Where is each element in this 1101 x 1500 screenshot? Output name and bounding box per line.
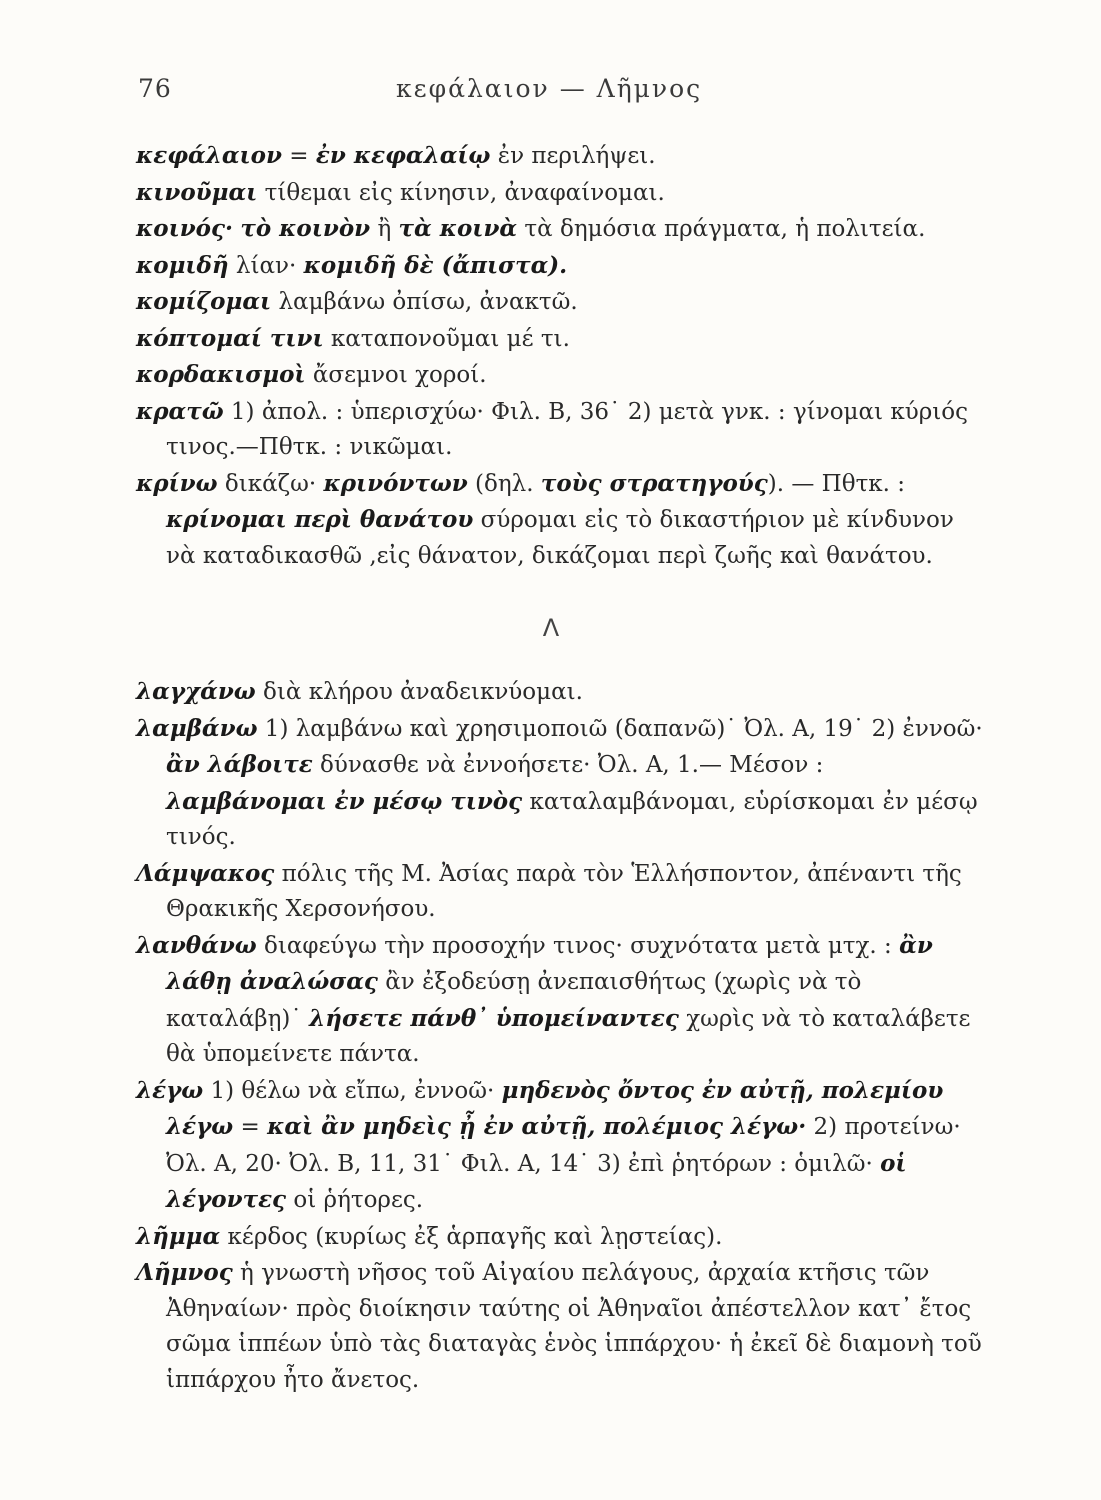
entry-headword: κομίζομαι <box>136 288 272 315</box>
entry-example: κρίνομαι περὶ θανάτου <box>166 506 474 533</box>
dictionary-entry <box>136 248 986 285</box>
entry-headword: κόπτομαί τινι <box>136 324 324 352</box>
entry-headword: λανθάνω <box>136 931 257 959</box>
running-title: κεφάλαιον — Λῆμνος <box>396 74 703 103</box>
entry-text: χωρὶς νὰ τὸ καταλάβετε θὰ ὑπομείνετε πάντα. <box>166 1005 971 1067</box>
section-letter: Λ <box>542 614 560 642</box>
entry-text: ἐν περιλήψει. <box>490 143 656 169</box>
entry-example: λαμβάνομαι ἐν μέσῳ τινὸς <box>166 787 523 815</box>
entry-headword: λαμβάνω <box>136 714 258 742</box>
dictionary-entry <box>136 466 986 575</box>
entry-text: λίαν· <box>228 252 304 279</box>
entry-text: οἱ ῥήτορες. <box>286 1187 424 1213</box>
dictionary-entry <box>136 674 986 711</box>
entries-kappa <box>136 138 986 574</box>
dictionary-entry <box>136 138 986 175</box>
entry-example: κρινόντων <box>323 469 468 497</box>
entry-headword: λαγχάνω <box>136 678 256 705</box>
entry-text: 1) θέλω νὰ εἴπω, ἐννοῶ· <box>203 1077 502 1104</box>
dictionary-entry <box>136 1255 986 1398</box>
entry-headword: κεφάλαιον <box>136 142 282 169</box>
entry-headword: λῆμμα <box>136 1222 221 1250</box>
dictionary-entry <box>136 321 986 358</box>
entry-example: λήσετε πάνθ᾽ ὑπομείναντες <box>309 1004 679 1032</box>
entry-example: ἂν λάθῃ ἀναλώσας <box>166 931 933 995</box>
entry-headword: κρίνω <box>136 469 218 497</box>
dictionary-entry <box>136 394 986 466</box>
dictionary-entry <box>136 928 986 1073</box>
entries-lambda <box>136 674 986 1398</box>
entry-example: τὰ κοινὰ <box>398 215 518 242</box>
entry-text: διὰ κλήρου ἀναδεικνύομαι. <box>255 679 583 705</box>
dictionary-entry <box>136 211 986 248</box>
entry-text: πόλις τῆς Μ. Ἀσίας παρὰ τὸν Ἑλλήσποντον, ἀπέναντι τῆς Θρακικῆς Χερσονήσου. <box>166 860 962 922</box>
entry-example: οἱ λέγοντες <box>166 1149 907 1213</box>
dictionary-entry <box>136 175 986 212</box>
dictionary-entry <box>136 856 986 928</box>
entry-text: ). — Πθτκ. : <box>767 470 906 497</box>
entry-text: καταπονοῦμαι μέ τι. <box>323 325 570 352</box>
entry-example: καὶ ἂν μηδεὶς ᾖ ἐν αὐτῇ, πολέμιος λέγω· <box>267 1113 807 1140</box>
entry-text: καταλαμβάνομαι, εὑρίσκομαι ἐν μέσῳ τινός. <box>166 788 978 850</box>
entry-headword: Λάμψακος <box>136 859 275 887</box>
entry-text: = <box>233 1114 268 1140</box>
entry-text: κέρδος (κυρίως ἐξ ἁρπαγῆς καὶ λῃστείας). <box>220 1223 723 1250</box>
entry-text: ἄσεμνοι χοροί. <box>305 362 487 388</box>
entry-text: (δηλ. <box>467 470 541 497</box>
dictionary-entry <box>136 357 986 394</box>
entry-text: δικάζω· <box>217 470 324 497</box>
entry-text: τίθεμαι εἰς κίνησιν, ἀναφαίνομαι. <box>257 179 665 206</box>
entry-headword: Λῆμνος <box>136 1259 233 1286</box>
entry-headword: κρατῶ <box>136 397 224 425</box>
entry-headword: κορδακισμοὶ <box>136 361 306 388</box>
entry-headword: κοινός· <box>136 215 234 242</box>
dictionary-entry <box>136 711 986 856</box>
entry-headword: κομιδῆ <box>136 251 229 279</box>
entry-headword: κινοῦμαι <box>136 178 258 206</box>
entry-text: 1) ἀπολ. : ὑπερισχύω· Φιλ. Β, 36˙ 2) μετὰ γνκ. : γίνομαι κύριός τινος.—Πθτκ. : νικῶμαι. <box>166 398 968 460</box>
entry-text: λαμβάνω ὀπίσω, ἀνακτῶ. <box>271 289 578 315</box>
entry-example: μηδενὸς ὄντος ἐν αὐτῇ, πολεμίου λέγω <box>166 1076 944 1140</box>
page-number: 76 <box>138 74 172 103</box>
entry-text: 2) προτείνω· Ὀλ. Α, 20· Ὀλ. Β, 11, 31˙ Φιλ. Α, 14˙ 3) ἐπὶ ῥητόρων : ὁμιλῶ· <box>166 1114 961 1177</box>
entry-headword: λέγω <box>136 1076 204 1104</box>
entry-text: ἡ γνωστὴ νῆσος τοῦ Αἰγαίου πελάγους, ἀρχαία κτῆσις τῶν Ἀθηναίων· πρὸς διοίκησιν ταύτης οἱ Ἀθηναῖοι ἀπέστελλον κατ᾽ ἔτος σῶμα ἱππέων ὑπὸ τὰς διαταγὰς ἑνὸς ἱππάρχου· ἡ ἐκεῖ δὲ διαμονὴ τοῦ ἱππάρχου ἦτο ἄνετος. <box>166 1260 982 1393</box>
dictionary-entry <box>136 1219 986 1256</box>
entry-example: τὸ κοινὸν <box>240 215 371 242</box>
entry-text: 1) λαμβάνω καὶ χρησιμοποιῶ (δαπανῶ)˙ Ὀλ. Α, 19˙ 2) ἐννοῶ· <box>257 715 983 742</box>
entry-text: = <box>282 143 316 169</box>
entry-text: ἢ <box>370 216 399 242</box>
entry-text: δύνασθε νὰ ἐννοήσετε· Ὀλ. Α, 1.— Μέσον : <box>312 752 824 778</box>
entry-text: τὰ δημόσια πράγματα, ἡ πολιτεία. <box>517 216 926 242</box>
page-body <box>136 138 986 1398</box>
entry-example: τοὺς στρατηγούς <box>540 469 768 497</box>
dictionary-entry <box>136 284 986 321</box>
entry-text: σύρομαι εἰς τὸ δικαστήριον μὲ κίνδυνον νὰ καταδικασθῶ ,εἰς θάνατον, δικάζομαι περὶ ζωῆς καὶ θανάτου. <box>166 507 954 569</box>
entry-example: ἐν κεφαλαίῳ <box>315 142 491 169</box>
entry-example: κομιδῆ δὲ (ἄπιστα). <box>303 251 568 279</box>
entry-text: διαφεύγω τὴν προσοχήν τινος· συχνότατα μετὰ μτχ. : <box>256 932 900 959</box>
entry-text: ἂν ἐξοδεύσῃ ἀνεπαισθήτως (χωρὶς νὰ τὸ καταλάβῃ)˙ <box>166 969 862 1032</box>
dictionary-entry <box>136 1073 986 1219</box>
entry-example: ἂν λάβοιτε <box>166 751 313 778</box>
